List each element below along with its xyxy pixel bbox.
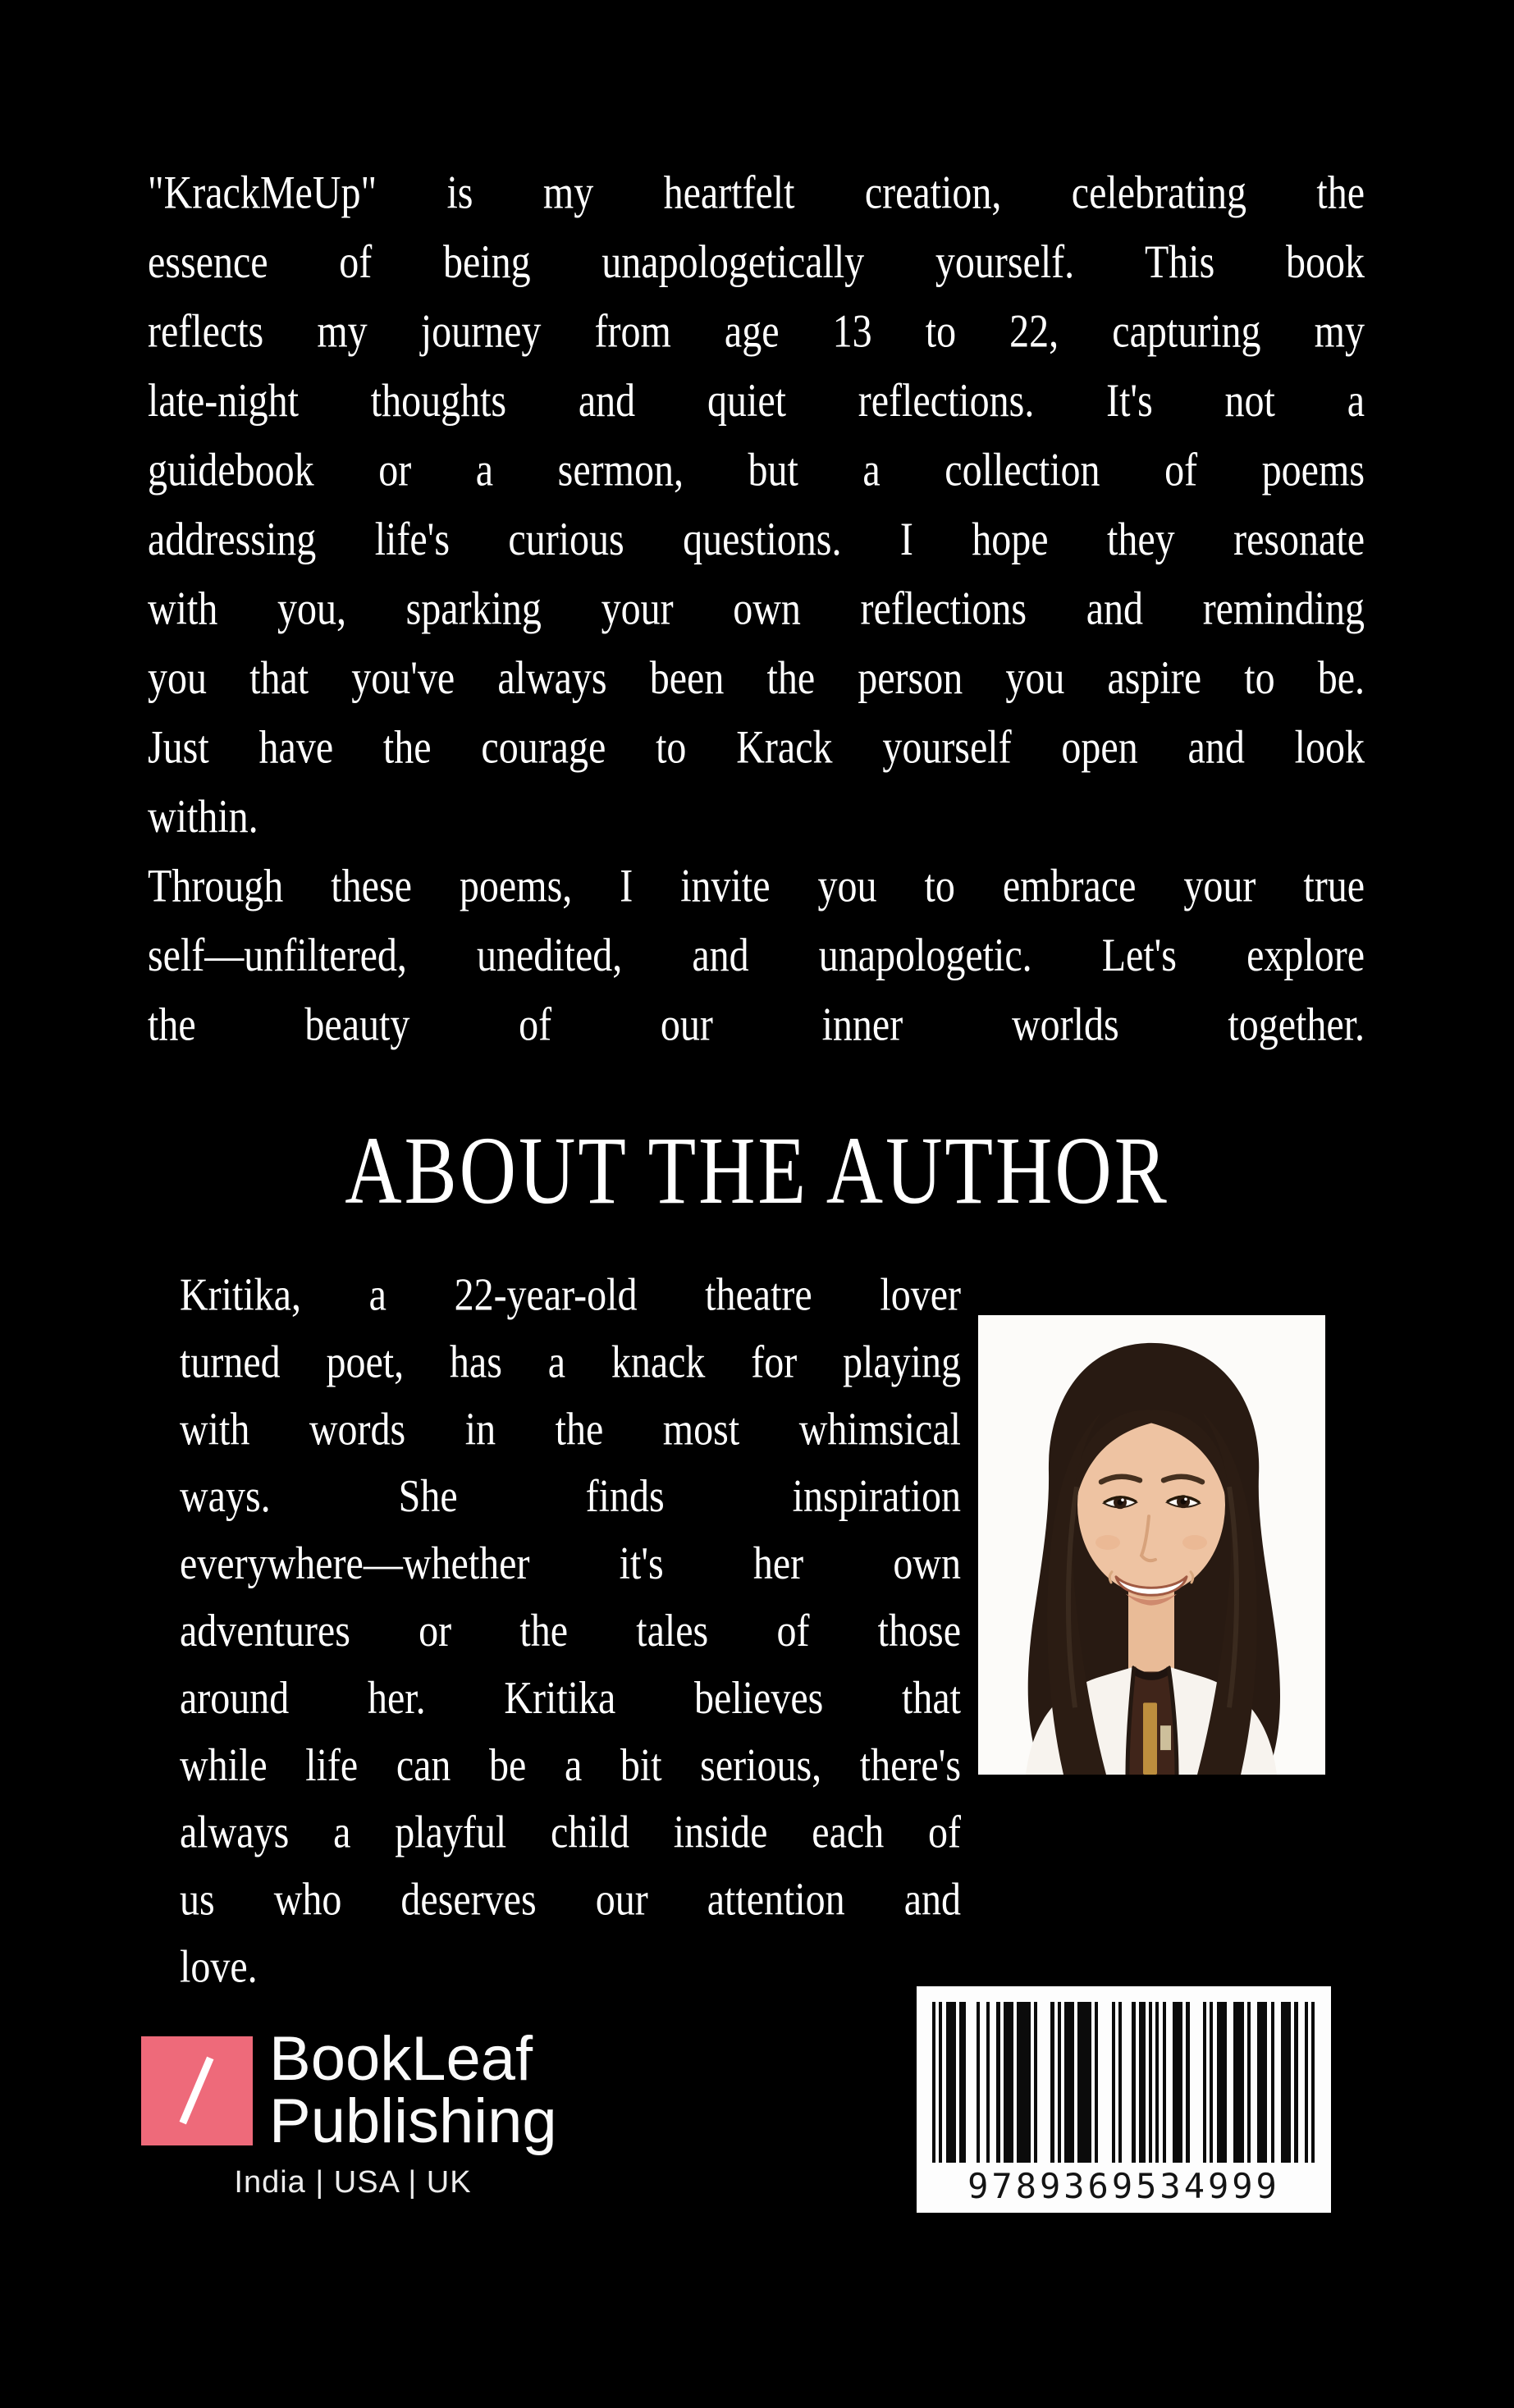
publisher-logo bbox=[141, 2024, 557, 2156]
text-line: within. bbox=[148, 791, 258, 843]
text-line: always a playful child inside each of bbox=[180, 1807, 961, 1858]
publisher-name-line1: BookLeaf bbox=[269, 2024, 533, 2094]
author-photo-illustration bbox=[978, 1315, 1325, 1775]
text-line: essence of being unapologetically yourself. This book bbox=[148, 236, 1365, 289]
bookleaf-logo-mark bbox=[141, 2036, 253, 2145]
text-line: turned poet, has a knack for playing bbox=[180, 1337, 961, 1388]
publisher-name bbox=[269, 2024, 557, 2156]
text-line: while life can be a bit serious, there's bbox=[180, 1739, 961, 1791]
about-the-author-heading: ABOUT THE AUTHOR bbox=[345, 1117, 1169, 1224]
publisher-regions: India | USA | UK bbox=[234, 2165, 472, 2200]
text-line: late-night thoughts and quiet reflections. It's not a bbox=[148, 375, 1365, 427]
text-line: "KrackMeUp" is my heartfelt creation, celebrating the bbox=[148, 167, 1365, 219]
isbn-number: 9789369534999 bbox=[967, 2166, 1280, 2206]
text-line: with words in the most whimsical bbox=[180, 1404, 961, 1455]
text-line: reflects my journey from age 13 to 22, capturing my bbox=[148, 305, 1365, 358]
text-line: addressing life's curious questions. I hope they resonate bbox=[148, 514, 1365, 566]
publisher-name-line2: Publishing bbox=[269, 2086, 557, 2156]
text-line: love. bbox=[180, 1941, 258, 1993]
author-bio-text bbox=[180, 1262, 961, 2001]
text-line: self—unfiltered, unedited, and unapologetic. Let's explore bbox=[148, 930, 1365, 982]
text-line: around her. Kritika believes that bbox=[180, 1672, 961, 1724]
text-line: adventures or the tales of those bbox=[180, 1605, 961, 1656]
text-line: Just have the courage to Krack yourself open and look bbox=[148, 721, 1365, 774]
text-line: us who deserves our attention and bbox=[180, 1874, 961, 1926]
barcode-bars bbox=[932, 2002, 1315, 2163]
text-line: with you, sparking your own reflections and reminding bbox=[148, 583, 1365, 635]
author-photo bbox=[978, 1315, 1325, 1775]
text-line: Through these poems, I invite you to embrace your true bbox=[148, 860, 1365, 912]
synopsis-text bbox=[148, 158, 1365, 1059]
text-line: everywhere—whether it's her own bbox=[180, 1538, 961, 1589]
barcode-module bbox=[1311, 2002, 1315, 2163]
isbn-barcode bbox=[917, 1986, 1331, 2213]
text-line: guidebook or a sermon, but a collection of poems bbox=[148, 444, 1365, 496]
text-line: the beauty of our inner worlds together. bbox=[148, 998, 1365, 1051]
text-line: Kritika, a 22-year-old theatre lover bbox=[180, 1269, 961, 1321]
slash-icon bbox=[180, 2057, 214, 2125]
text-line: you that you've always been the person you aspire to be. bbox=[148, 652, 1365, 705]
text-line: ways. She finds inspiration bbox=[180, 1471, 961, 1523]
